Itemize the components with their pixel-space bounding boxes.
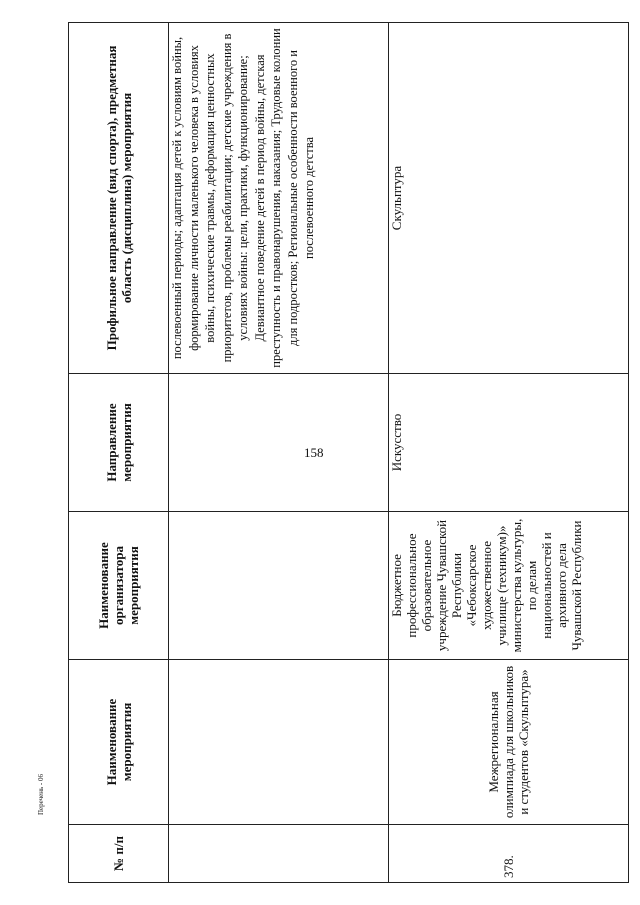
page-number: 158: [304, 445, 324, 460]
header-num: № п/п: [69, 825, 169, 883]
cell-organizer: [169, 512, 389, 660]
table-header-row: [69, 23, 169, 883]
cell-num: 378.: [389, 825, 629, 883]
footer-code: Перечень - 06: [37, 774, 45, 815]
cell-profile: послевоенный периоды; адаптация детей к условиям войны, формирование личности маленького человека в условиях войны, психические травмы, деформация ценностных приоритетов, проблемы реабилитации; детские учреждения в условиях войны: цели, практики, функционирование; Девиантное поведение детей в период войны, детская преступность и правонарушения, наказания; Трудовые колонии для подростков; Региональные особенности военного и послевоенного детства: [169, 23, 389, 374]
cell-event-name: [169, 660, 389, 825]
table-row: [169, 23, 389, 883]
header-event-name: Наименование мероприятия: [69, 660, 169, 825]
events-table: [68, 22, 629, 883]
cell-event-name: Межрегиональная олимпиада для школьников и студентов «Скульптура»: [389, 660, 629, 825]
table-container: [68, 23, 628, 883]
cell-num: [169, 825, 389, 883]
cell-direction: Искусство: [389, 374, 629, 512]
header-profile: Профильное направление (вид спорта), предметная область (дисциплина) мероприятия: [69, 23, 169, 374]
table-row: [389, 23, 629, 883]
cell-profile: Скульптура: [389, 23, 629, 374]
header-organizer: Наименование организатора мероприятия: [69, 512, 169, 660]
header-direction: Направление мероприятия: [69, 374, 169, 512]
cell-direction: [169, 374, 389, 512]
cell-organizer: Бюджетное профессиональное образовательное учреждение Чувашской Республики «Чебоксарское художественное училище (техникум)» министерства культуры, по делам национальностей и архивного дела Чувашской Республики: [389, 512, 629, 660]
